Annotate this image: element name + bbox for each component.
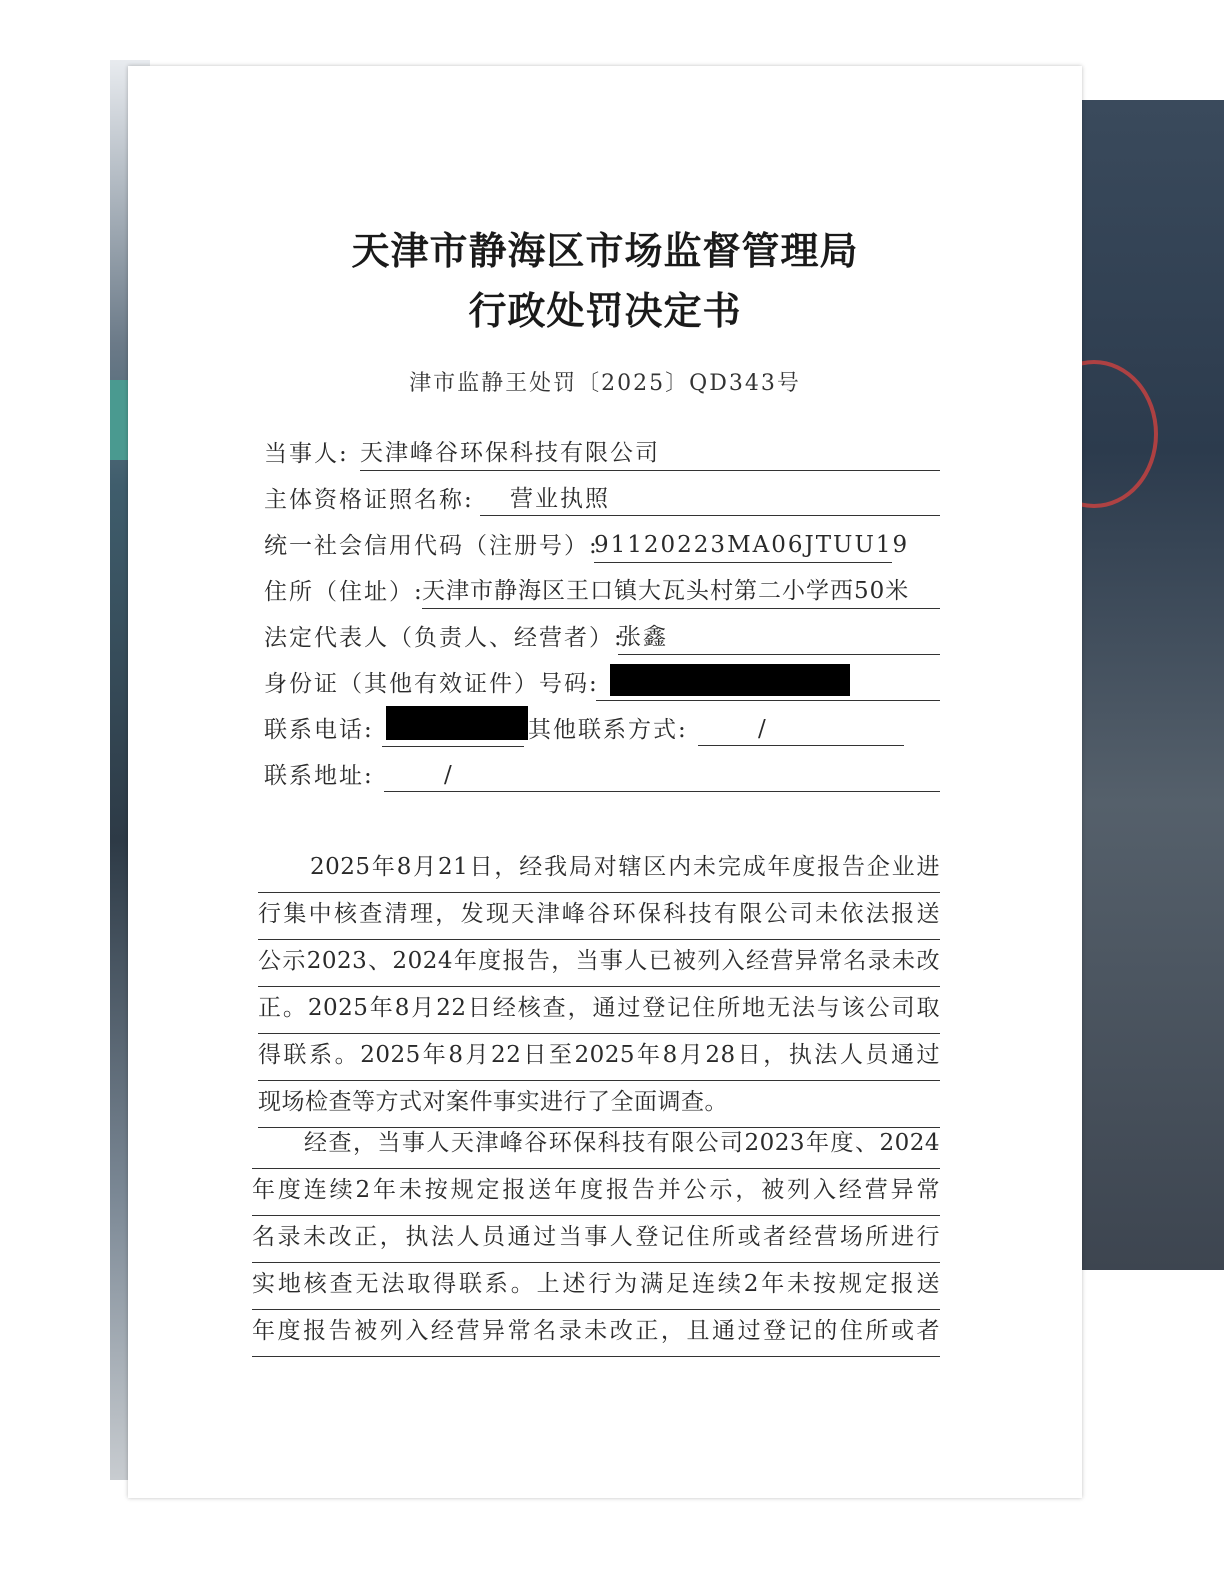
- legal-rep-row: [264, 622, 624, 654]
- document-title: 行政处罚决定书: [468, 288, 742, 333]
- credit-code-value: 91120223MA06JTUU19: [594, 530, 892, 563]
- credit-code-label: 统一社会信用代码（注册号）:: [264, 533, 599, 559]
- address-value: 天津市静海区王口镇大瓦头村第二小学西50米: [422, 576, 940, 609]
- credit-code-row: [264, 530, 599, 562]
- license-label: 主体资格证照名称:: [264, 487, 474, 513]
- id-number-row: [264, 668, 599, 700]
- paragraph-line: 实地核查无法取得联系。上述行为满足连续2年未按规定报送: [252, 1263, 940, 1310]
- paragraph-findings: [252, 1122, 940, 1357]
- id-number-label: 身份证（其他有效证件）号码:: [264, 671, 599, 697]
- party-label: 当事人:: [264, 441, 349, 467]
- address-label: 住所（住址）:: [264, 579, 424, 605]
- paragraph-line: 公示2023、2024年度报告，当事人已被列入经营异常名录未改: [258, 940, 940, 987]
- contact-address-row: [264, 760, 374, 792]
- paragraph-line: 年度报告被列入经营异常名录未改正，且通过登记的住所或者: [252, 1310, 940, 1357]
- document-page: [128, 66, 1082, 1498]
- contact-address-label: 联系地址:: [264, 763, 374, 789]
- paragraph-line: 行集中核查清理，发现天津峰谷环保科技有限公司未依法报送: [258, 893, 940, 940]
- paragraph-line: 现场检查等方式对案件事实进行了全面调查。: [258, 1081, 940, 1128]
- phone-row: [264, 714, 374, 746]
- paragraph-line: 名录未改正，执法人员通过当事人登记住所或者经营场所进行: [252, 1216, 940, 1263]
- legal-rep-value: 张鑫: [618, 622, 940, 655]
- paragraph-line: 正。2025年8月22日经核查，通过登记住所地无法与该公司取: [258, 987, 940, 1034]
- phone-label: 联系电话:: [264, 717, 374, 743]
- phone-redaction: [386, 706, 528, 740]
- legal-rep-label: 法定代表人（负责人、经营者）:: [264, 625, 624, 651]
- license-row: [264, 484, 474, 516]
- paragraph-investigation: [258, 846, 940, 1128]
- license-value: 营业执照: [480, 484, 940, 516]
- address-row: [264, 576, 424, 608]
- paragraph-line: 经查，当事人天津峰谷环保科技有限公司2023年度、2024: [252, 1122, 940, 1169]
- party-value: 天津峰谷环保科技有限公司: [360, 438, 940, 471]
- agency-title: 天津市静海区市场监督管理局: [351, 228, 859, 273]
- other-contact-row: [528, 714, 688, 746]
- paragraph-line: 得联系。2025年8月22日至2025年8月28日，执法人员通过: [258, 1034, 940, 1081]
- party-row: [264, 438, 349, 470]
- contact-address-value: /: [384, 760, 940, 792]
- id-number-redaction: [610, 664, 850, 696]
- other-contact-value: /: [698, 714, 904, 746]
- other-contact-label: 其他联系方式:: [528, 717, 688, 743]
- paragraph-line: 2025年8月21日，经我局对辖区内未完成年度报告企业进: [258, 846, 940, 893]
- document-number: 津市监静王处罚〔2025〕QD343号: [409, 371, 801, 396]
- photo-background-right: [1072, 100, 1224, 1270]
- paragraph-line: 年度连续2年未按规定报送年度报告并公示，被列入经营异常: [252, 1169, 940, 1216]
